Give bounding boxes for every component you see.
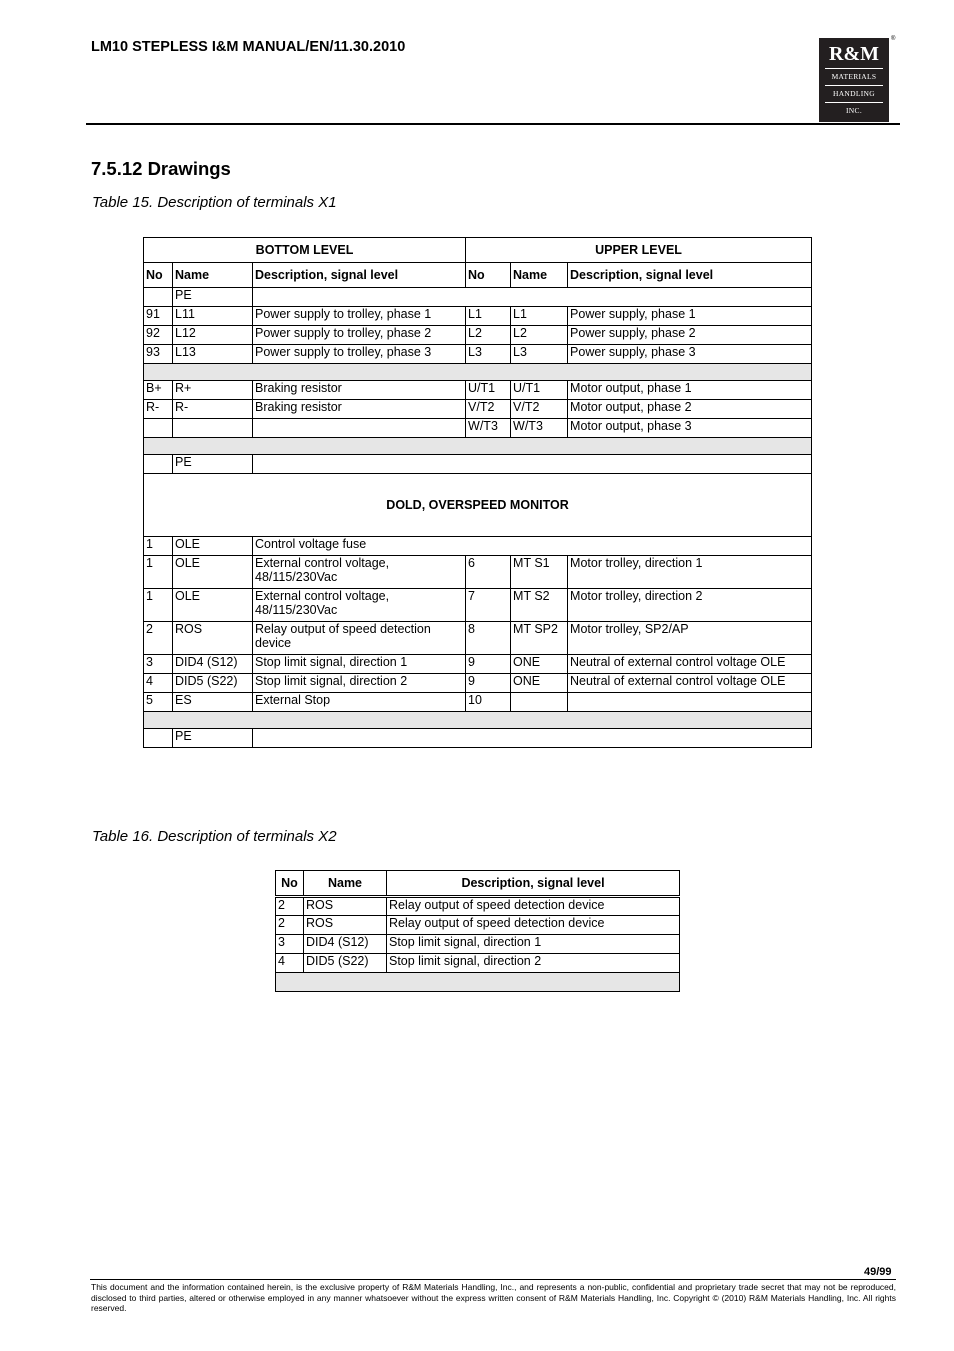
cell-name: ROS (304, 897, 387, 916)
cell-desc: Stop limit signal, direction 2 (253, 674, 466, 693)
table-row (144, 622, 812, 655)
table16-caption: Table 16. Description of terminals X2 (92, 828, 337, 845)
cell-name: DID4 (S12) (173, 655, 253, 674)
cell-upper-name: ONE (511, 655, 568, 674)
cell-upper-desc: Motor output, phase 1 (568, 381, 812, 400)
cell-desc: External control voltage, 48/115/230Vac (253, 556, 466, 589)
cell-no: 3 (144, 655, 173, 674)
cell-name: PE (173, 288, 253, 307)
table-row (144, 288, 812, 307)
table15-caption: Table 15. Description of terminals X1 (92, 194, 337, 211)
cell-no: 4 (276, 954, 304, 973)
table-row (276, 897, 680, 916)
cell-name: L13 (173, 345, 253, 364)
cell-name: PE (173, 455, 253, 474)
cell-no: 3 (276, 935, 304, 954)
cell-upper-name (511, 693, 568, 712)
cell-desc: Stop limit signal, direction 2 (387, 954, 680, 973)
footer-divider (90, 1279, 896, 1280)
cell-upper-no: 10 (466, 693, 511, 712)
cell-upper-name: ONE (511, 674, 568, 693)
monitor-header-row (144, 474, 812, 537)
cell-desc (253, 729, 812, 748)
cell-desc (253, 288, 812, 307)
table-row (144, 729, 812, 748)
cell-name: OLE (173, 556, 253, 589)
confidentiality-notice: This document and the information contained herein, is the exclusive property of R&M Materials Handling, Inc., and represents a non-public, confidential and proprietary trade secret that may not be reproduced, disclosed to third parties, altered or otherwise employed in any manner whatsoever without the express written consent of R&M Materials Handling, Inc. Copyright © (2010) R&M Materials Handling, Inc. All rights reserved. (91, 1282, 896, 1313)
cell-desc: Braking resistor (253, 381, 466, 400)
cell-no (144, 288, 173, 307)
table-row (144, 400, 812, 419)
cell-name: PE (173, 729, 253, 748)
cell-desc: External Stop (253, 693, 466, 712)
table-row (144, 693, 812, 712)
spacer-row (144, 438, 812, 455)
col-desc-header: Description, signal level (568, 263, 812, 288)
cell-upper-desc: Motor output, phase 3 (568, 419, 812, 438)
cell-name: L11 (173, 307, 253, 326)
cell-name: L12 (173, 326, 253, 345)
cell-upper-name: L2 (511, 326, 568, 345)
cell-no: 2 (144, 622, 173, 655)
cell-no: 1 (144, 589, 173, 622)
cell-desc: Braking resistor (253, 400, 466, 419)
cell-no: 1 (144, 537, 173, 556)
cell-upper-desc: Power supply, phase 3 (568, 345, 812, 364)
cell-name: DID5 (S22) (304, 954, 387, 973)
cell-upper-no: W/T3 (466, 419, 511, 438)
cell-no (144, 419, 173, 438)
cell-desc: Relay output of speed detection device (387, 897, 680, 916)
spacer-row (276, 973, 680, 992)
monitor-title: DOLD, OVERSPEED MONITOR (144, 474, 812, 537)
cell-upper-no: 9 (466, 674, 511, 693)
col-no-header: No (276, 871, 304, 897)
table-row (276, 916, 680, 935)
table-row (276, 935, 680, 954)
page-number: 49/99 (864, 1266, 892, 1278)
table-row (144, 419, 812, 438)
header-divider (86, 123, 900, 125)
cell-no: 1 (144, 556, 173, 589)
cell-upper-desc: Neutral of external control voltage OLE (568, 674, 812, 693)
cell-upper-no: 9 (466, 655, 511, 674)
cell-no: 92 (144, 326, 173, 345)
cell-upper-desc (568, 693, 812, 712)
col-no-header: No (144, 263, 173, 288)
cell-desc: Power supply to trolley, phase 3 (253, 345, 466, 364)
cell-upper-no: L2 (466, 326, 511, 345)
table-row (276, 954, 680, 973)
cell-no: 2 (276, 916, 304, 935)
table-row (144, 307, 812, 326)
cell-upper-desc: Motor trolley, direction 1 (568, 556, 812, 589)
cell-name: OLE (173, 589, 253, 622)
cell-upper-no: 6 (466, 556, 511, 589)
cell-no: R- (144, 400, 173, 419)
cell-upper-name: MT S2 (511, 589, 568, 622)
cell-desc: Relay output of speed detection device (387, 916, 680, 935)
cell-desc (253, 419, 466, 438)
cell-upper-desc: Power supply, phase 1 (568, 307, 812, 326)
cell-desc: External control voltage, 48/115/230Vac (253, 589, 466, 622)
logo-line-materials: MATERIALS (831, 72, 877, 81)
logo-divider (825, 85, 883, 86)
logo-line-handling: HANDLING (833, 89, 875, 98)
cell-name: R- (173, 400, 253, 419)
cell-name: DID4 (S12) (304, 935, 387, 954)
cell-upper-name: L3 (511, 345, 568, 364)
cell-desc: Relay output of speed detection device (253, 622, 466, 655)
cell-desc: Stop limit signal, direction 1 (387, 935, 680, 954)
logo-divider (825, 102, 883, 103)
col-name-header: Name (173, 263, 253, 288)
cell-upper-name: MT S1 (511, 556, 568, 589)
cell-upper-desc: Motor trolley, SP2/AP (568, 622, 812, 655)
logo-line-inc: INC. (846, 106, 862, 115)
cell-upper-name: V/T2 (511, 400, 568, 419)
cell-name: ROS (304, 916, 387, 935)
cell-no: 93 (144, 345, 173, 364)
cell-desc: Power supply to trolley, phase 1 (253, 307, 466, 326)
cell-upper-name: U/T1 (511, 381, 568, 400)
table-row (144, 455, 812, 474)
cell-upper-no: U/T1 (466, 381, 511, 400)
cell-upper-name: MT SP2 (511, 622, 568, 655)
cell-upper-no: L3 (466, 345, 511, 364)
cell-name: R+ (173, 381, 253, 400)
document-header-title: LM10 STEPLESS I&M MANUAL/EN/11.30.2010 (91, 39, 406, 55)
cell-name: ROS (173, 622, 253, 655)
table-row (144, 326, 812, 345)
cell-no: 91 (144, 307, 173, 326)
cell-upper-desc: Motor trolley, direction 2 (568, 589, 812, 622)
cell-name (173, 419, 253, 438)
table-row (144, 589, 812, 622)
cell-upper-no: 7 (466, 589, 511, 622)
col-no-header: No (466, 263, 511, 288)
bottom-level-header: BOTTOM LEVEL (144, 238, 466, 263)
cell-desc: Stop limit signal, direction 1 (253, 655, 466, 674)
table-row (144, 556, 812, 589)
section-title: 7.5.12 Drawings (91, 158, 231, 179)
terminals-x1-table (143, 237, 812, 748)
upper-level-header: UPPER LEVEL (466, 238, 812, 263)
table-row (144, 537, 812, 556)
col-name-header: Name (304, 871, 387, 897)
terminals-x2-table (275, 870, 680, 992)
cell-upper-desc: Motor output, phase 2 (568, 400, 812, 419)
cell-no: 2 (276, 897, 304, 916)
cell-no (144, 455, 173, 474)
cell-name: OLE (173, 537, 253, 556)
registered-mark: ® (891, 36, 896, 42)
col-desc-header: Description, signal level (253, 263, 466, 288)
table-row (144, 655, 812, 674)
cell-upper-desc: Neutral of external control voltage OLE (568, 655, 812, 674)
logo-wordmark: R&M (829, 43, 879, 65)
cell-upper-name: L1 (511, 307, 568, 326)
cell-no: 4 (144, 674, 173, 693)
cell-no (144, 729, 173, 748)
cell-desc (253, 455, 812, 474)
company-logo (819, 38, 889, 122)
cell-name: ES (173, 693, 253, 712)
cell-desc: Power supply to trolley, phase 2 (253, 326, 466, 345)
spacer-row (144, 712, 812, 729)
cell-desc: Control voltage fuse (253, 537, 812, 556)
spacer-row (144, 364, 812, 381)
table-row (144, 674, 812, 693)
cell-no: B+ (144, 381, 173, 400)
table-row (144, 345, 812, 364)
cell-name: DID5 (S22) (173, 674, 253, 693)
col-name-header: Name (511, 263, 568, 288)
cell-upper-no: L1 (466, 307, 511, 326)
cell-upper-desc: Power supply, phase 2 (568, 326, 812, 345)
cell-upper-no: 8 (466, 622, 511, 655)
logo-divider (825, 68, 883, 69)
cell-upper-name: W/T3 (511, 419, 568, 438)
table-row (144, 381, 812, 400)
col-desc-header: Description, signal level (387, 871, 680, 897)
cell-no: 5 (144, 693, 173, 712)
cell-upper-no: V/T2 (466, 400, 511, 419)
